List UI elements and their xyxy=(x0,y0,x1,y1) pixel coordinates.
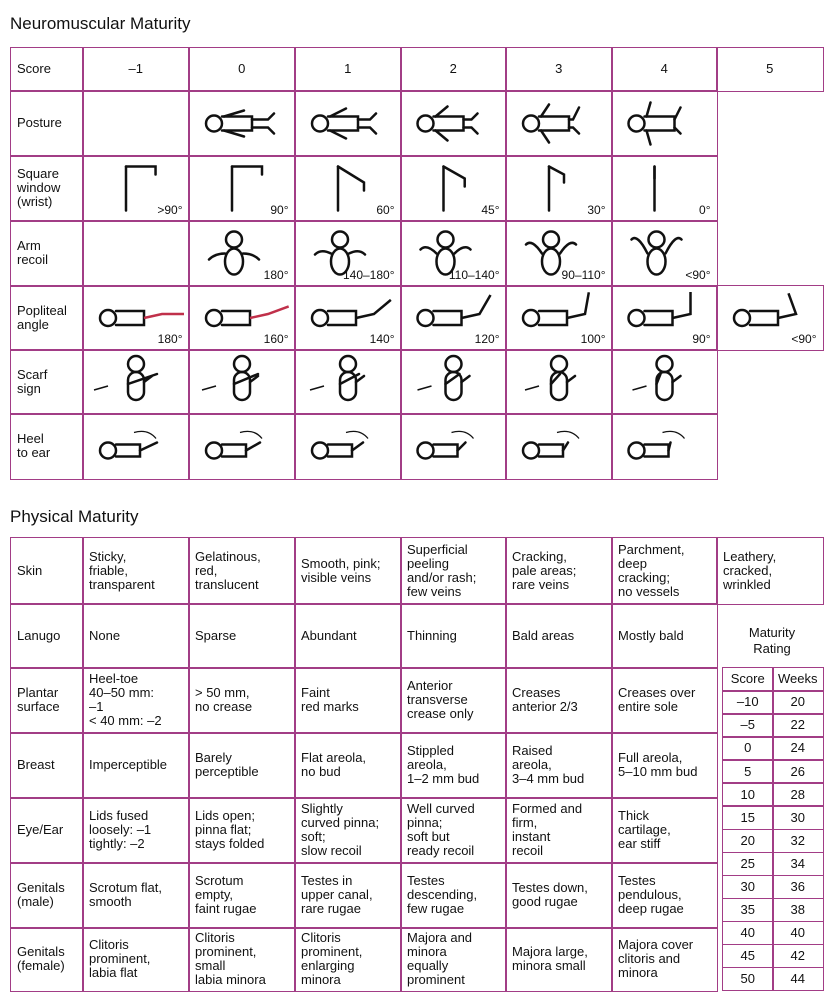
physical-row-label: Skin xyxy=(10,537,84,605)
row-label-arm-recoil: Arm recoil xyxy=(10,220,84,287)
rating-score: 20 xyxy=(722,829,774,854)
posture-cell xyxy=(188,90,296,157)
angle-label: >90° xyxy=(157,202,183,217)
posture-figure-icon xyxy=(506,91,612,156)
angle-label: <90° xyxy=(791,331,817,346)
angle-label: 60° xyxy=(376,202,395,217)
rating-weeks: 30 xyxy=(772,805,824,830)
heel-to-ear-cell xyxy=(188,413,296,480)
physical-cell: Scrotum empty, faint rugae xyxy=(188,862,296,929)
popliteal-cell xyxy=(82,285,190,351)
angle-label: 180° xyxy=(157,331,183,346)
arm-recoil-cell xyxy=(611,220,718,287)
posture-figure-icon xyxy=(189,91,295,156)
rating-weeks: 44 xyxy=(772,967,824,992)
score-header-4: 2 xyxy=(400,47,507,92)
posture-figure-icon xyxy=(295,91,401,156)
row-label-square-window: Square window (wrist) xyxy=(10,155,84,222)
physical-title: Physical Maturity xyxy=(10,507,139,526)
heel-to-ear-cell xyxy=(611,413,718,480)
physical-cell: Majora large, minora small xyxy=(505,927,613,992)
physical-cell: Gelatinous, red, translucent xyxy=(188,537,296,605)
posture-figure-icon xyxy=(401,91,506,156)
scarf-sign-cell xyxy=(611,349,718,415)
angle-label: 90° xyxy=(692,331,711,346)
rating-score: 45 xyxy=(722,944,774,969)
popliteal-cell xyxy=(611,285,718,351)
heel-to-ear-cell xyxy=(505,413,613,480)
physical-cell: Lids fused loosely: –1 tightly: –2 xyxy=(82,797,190,864)
physical-cell: Clitoris prominent, small labia minora xyxy=(188,927,296,992)
popliteal-cell xyxy=(716,285,824,351)
physical-cell: Parchment, deep cracking; no vessels xyxy=(611,537,718,605)
physical-row-label: Genitals (female) xyxy=(10,927,84,992)
square-window-cell xyxy=(82,155,190,222)
physical-cell: Bald areas xyxy=(505,603,613,669)
rating-weeks: 38 xyxy=(772,898,824,923)
square-window-cell xyxy=(294,155,402,222)
arm-recoil-cell xyxy=(188,220,296,287)
score-header-7: 5 xyxy=(716,47,824,92)
rating-score: 30 xyxy=(722,875,774,900)
rating-score: 40 xyxy=(722,921,774,946)
rating-weeks: 40 xyxy=(772,921,824,946)
physical-cell: Full areola, 5–10 mm bud xyxy=(611,732,718,799)
square-window-cell xyxy=(188,155,296,222)
square-window-cell xyxy=(505,155,613,222)
scarf-sign-figure-icon xyxy=(189,350,295,414)
physical-cell: Clitoris prominent, labia flat xyxy=(82,927,190,992)
angle-label: 180° xyxy=(263,267,289,282)
arm-recoil-cell xyxy=(294,220,402,287)
rating-score: 0 xyxy=(722,736,774,761)
heel-to-ear-figure-icon xyxy=(189,414,295,479)
scarf-sign-cell xyxy=(400,349,507,415)
maturity-rating-title: Maturity Rating xyxy=(748,625,796,656)
square-window-cell xyxy=(400,155,507,222)
physical-cell: Mostly bald xyxy=(611,603,718,669)
physical-cell: Thinning xyxy=(400,603,507,669)
rating-header: Score xyxy=(722,667,774,692)
row-label-popliteal: Popliteal angle xyxy=(10,285,84,351)
angle-label: 100° xyxy=(580,331,606,346)
physical-cell: Smooth, pink; visible veins xyxy=(294,537,402,605)
popliteal-cell xyxy=(294,285,402,351)
physical-cell: Barely perceptible xyxy=(188,732,296,799)
physical-cell: Cracking, pale areas; rare veins xyxy=(505,537,613,605)
popliteal-cell xyxy=(400,285,507,351)
scarf-sign-figure-icon xyxy=(612,350,717,414)
rating-weeks: 22 xyxy=(772,713,824,738)
heel-to-ear-cell xyxy=(294,413,402,480)
physical-cell: Testes in upper canal, rare rugae xyxy=(294,862,402,929)
score-header-5: 3 xyxy=(505,47,613,92)
angle-label: 30° xyxy=(587,202,606,217)
physical-cell: Formed and firm, instant recoil xyxy=(505,797,613,864)
physical-cell: Superficial peeling and/or rash; few veins xyxy=(400,537,507,605)
rating-score: 50 xyxy=(722,967,774,992)
posture-cell xyxy=(505,90,613,157)
physical-row-label: Eye/Ear xyxy=(10,797,84,864)
physical-cell: Heel-toe 40–50 mm: –1 < 40 mm: –2 xyxy=(82,667,190,734)
angle-label: 90° xyxy=(270,202,289,217)
physical-cell: Well curved pinna; soft but ready recoil xyxy=(400,797,507,864)
physical-cell: Sparse xyxy=(188,603,296,669)
physical-cell: Majora and minora equally prominent xyxy=(400,927,507,992)
scarf-sign-figure-icon xyxy=(506,350,612,414)
physical-cell: Sticky, friable, transparent xyxy=(82,537,190,605)
physical-cell: Lids open; pinna flat; stays folded xyxy=(188,797,296,864)
physical-cell: Imperceptible xyxy=(82,732,190,799)
heel-to-ear-figure-icon xyxy=(612,414,717,479)
rating-weeks: 36 xyxy=(772,875,824,900)
score-header-label: Score xyxy=(10,47,84,92)
score-header-6: 4 xyxy=(611,47,718,92)
heel-to-ear-figure-icon xyxy=(83,414,189,479)
heel-to-ear-figure-icon xyxy=(401,414,506,479)
angle-label: 90–110° xyxy=(561,267,606,282)
physical-cell: Slightly curved pinna; soft; slow recoil xyxy=(294,797,402,864)
score-header-1: –1 xyxy=(82,47,190,92)
scarf-sign-cell xyxy=(188,349,296,415)
heel-to-ear-cell xyxy=(82,413,190,480)
posture-cell xyxy=(82,90,190,157)
scarf-sign-figure-icon xyxy=(83,350,189,414)
rating-score: 5 xyxy=(722,759,774,784)
rating-score: 35 xyxy=(722,898,774,923)
rating-header: Weeks xyxy=(772,667,824,692)
rating-weeks: 26 xyxy=(772,759,824,784)
posture-cell xyxy=(611,90,718,157)
physical-cell: Testes pendulous, deep rugae xyxy=(611,862,718,929)
physical-cell: Testes down, good rugae xyxy=(505,862,613,929)
score-header-3: 1 xyxy=(294,47,402,92)
angle-label: <90° xyxy=(685,267,711,282)
angle-label: 45° xyxy=(481,202,500,217)
arm-recoil-cell xyxy=(82,220,190,287)
physical-cell: Creases anterior 2/3 xyxy=(505,667,613,734)
rating-score: 15 xyxy=(722,805,774,830)
neuromuscular-title: Neuromuscular Maturity xyxy=(10,14,191,33)
row-label-heel-to-ear: Heel to ear xyxy=(10,413,84,480)
heel-to-ear-figure-icon xyxy=(506,414,612,479)
physical-row-label: Plantar surface xyxy=(10,667,84,734)
physical-row-label: Breast xyxy=(10,732,84,799)
physical-cell: Faint red marks xyxy=(294,667,402,734)
row-label-posture: Posture xyxy=(10,90,84,157)
square-window-cell xyxy=(611,155,718,222)
physical-row-label: Lanugo xyxy=(10,603,84,669)
physical-cell: > 50 mm, no crease xyxy=(188,667,296,734)
angle-label: 120° xyxy=(474,331,500,346)
arm-recoil-cell xyxy=(400,220,507,287)
rating-score: –10 xyxy=(722,690,774,715)
physical-cell: Leathery, cracked, wrinkled xyxy=(716,537,824,605)
score-header-2: 0 xyxy=(188,47,296,92)
rating-weeks: 28 xyxy=(772,782,824,807)
physical-cell: Raised areola, 3–4 mm bud xyxy=(505,732,613,799)
rating-weeks: 32 xyxy=(772,829,824,854)
physical-cell: Majora cover clitoris and minora xyxy=(611,927,718,992)
rating-weeks: 24 xyxy=(772,736,824,761)
physical-cell: Creases over entire sole xyxy=(611,667,718,734)
row-label-scarf-sign: Scarf sign xyxy=(10,349,84,415)
physical-cell: Anterior transverse crease only xyxy=(400,667,507,734)
rating-score: 10 xyxy=(722,782,774,807)
physical-cell: Stippled areola, 1–2 mm bud xyxy=(400,732,507,799)
rating-weeks: 34 xyxy=(772,852,824,877)
arm-recoil-cell xyxy=(505,220,613,287)
posture-cell xyxy=(294,90,402,157)
rating-weeks: 42 xyxy=(772,944,824,969)
scarf-sign-cell xyxy=(294,349,402,415)
rating-score: –5 xyxy=(722,713,774,738)
scarf-sign-cell xyxy=(82,349,190,415)
scarf-sign-figure-icon xyxy=(401,350,506,414)
physical-cell: Flat areola, no bud xyxy=(294,732,402,799)
posture-cell xyxy=(400,90,507,157)
heel-to-ear-cell xyxy=(400,413,507,480)
angle-label: 110–140° xyxy=(448,267,500,282)
physical-cell: None xyxy=(82,603,190,669)
angle-label: 140–180° xyxy=(342,267,395,282)
angle-label: 140° xyxy=(369,331,395,346)
physical-row-label: Genitals (male) xyxy=(10,862,84,929)
posture-figure-icon xyxy=(612,91,717,156)
scarf-sign-cell xyxy=(505,349,613,415)
rating-score: 25 xyxy=(722,852,774,877)
popliteal-cell xyxy=(505,285,613,351)
physical-cell: Scrotum flat, smooth xyxy=(82,862,190,929)
scarf-sign-figure-icon xyxy=(295,350,401,414)
physical-cell: Testes descending, few rugae xyxy=(400,862,507,929)
angle-label: 160° xyxy=(263,331,289,346)
angle-label: 0° xyxy=(699,202,711,217)
physical-cell: Clitoris prominent, enlarging minora xyxy=(294,927,402,992)
popliteal-cell xyxy=(188,285,296,351)
physical-cell: Abundant xyxy=(294,603,402,669)
rating-weeks: 20 xyxy=(772,690,824,715)
physical-cell: Thick cartilage, ear stiff xyxy=(611,797,718,864)
heel-to-ear-figure-icon xyxy=(295,414,401,479)
